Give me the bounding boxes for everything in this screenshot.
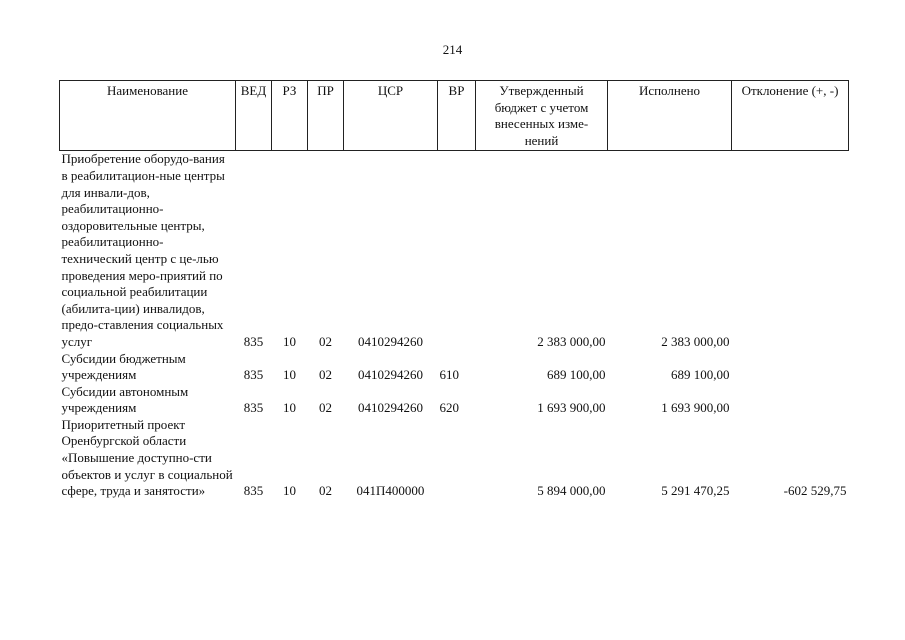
table-row — [60, 417, 849, 500]
header-name: Наименование — [60, 81, 236, 151]
row-executed: 689 100,00 — [671, 367, 730, 383]
row-executed: 5 291 470,25 — [661, 483, 730, 499]
table-row — [60, 351, 849, 384]
row-deviation: -602 529,75 — [783, 483, 847, 499]
header-deviation: Отклонение (+, -) — [732, 81, 849, 151]
row-vr — [438, 417, 476, 500]
row-name: Субсидии автономным учреждениям — [61, 383, 189, 416]
row-pr: 02 — [319, 400, 332, 416]
row-vr: 620 — [439, 400, 459, 416]
row-deviation — [732, 351, 849, 384]
row-csr: 0410294260 — [358, 333, 423, 349]
header-rz: РЗ — [272, 81, 308, 151]
header-approved: Утвержденный бюджет с учетом внесенных изме-нений — [476, 81, 608, 151]
row-approved: 689 100,00 — [547, 367, 606, 383]
row-ved: 835 — [243, 367, 264, 383]
table-row — [60, 384, 849, 417]
row-name: Приоритетный проект Оренбургской области «Повышение доступно-сти объектов и услуг в социальной сфере, труда и занятости» — [61, 416, 233, 499]
header-ved: ВЕД — [236, 81, 272, 151]
row-vr: 610 — [439, 367, 459, 383]
row-executed: 2 383 000,00 — [661, 333, 730, 349]
row-executed: 1 693 900,00 — [661, 400, 730, 416]
row-rz: 10 — [283, 367, 296, 383]
header-pr: ПР — [308, 81, 344, 151]
row-approved: 2 383 000,00 — [537, 333, 606, 349]
row-pr: 02 — [319, 483, 332, 499]
table-header-row — [60, 81, 849, 151]
row-pr: 02 — [319, 333, 332, 349]
row-ved: 835 — [243, 333, 264, 349]
row-deviation — [732, 384, 849, 417]
budget-table — [59, 80, 849, 500]
row-pr: 02 — [319, 367, 332, 383]
row-deviation — [732, 151, 849, 351]
page-number: 214 — [442, 42, 463, 57]
header-vr: ВР — [438, 81, 476, 151]
row-csr: 0410294260 — [358, 400, 423, 416]
row-ved: 835 — [243, 483, 264, 499]
header-executed: Исполнено — [608, 81, 732, 151]
row-vr — [438, 151, 476, 351]
row-approved: 1 693 900,00 — [537, 400, 606, 416]
row-rz: 10 — [283, 333, 296, 349]
row-rz: 10 — [283, 483, 296, 499]
row-name: Приобретение оборудо-вания в реабилитацион-ные центры для инвали-дов, реабилитационно-оздоровительные центры, реабилитационно-технический центр с це-лью проведения меро-приятий по социальной реабилитации (абилита-ции) инвалидов, предо-ставления социальных услуг — [61, 151, 225, 349]
row-csr: 0410294260 — [358, 367, 423, 383]
header-csr: ЦСР — [344, 81, 438, 151]
row-csr: 041П400000 — [356, 483, 425, 499]
row-approved: 5 894 000,00 — [537, 483, 606, 499]
row-name: Субсидии бюджетным учреждениям — [61, 350, 186, 383]
table-row — [60, 151, 849, 351]
row-ved: 835 — [243, 400, 264, 416]
row-rz: 10 — [283, 400, 296, 416]
